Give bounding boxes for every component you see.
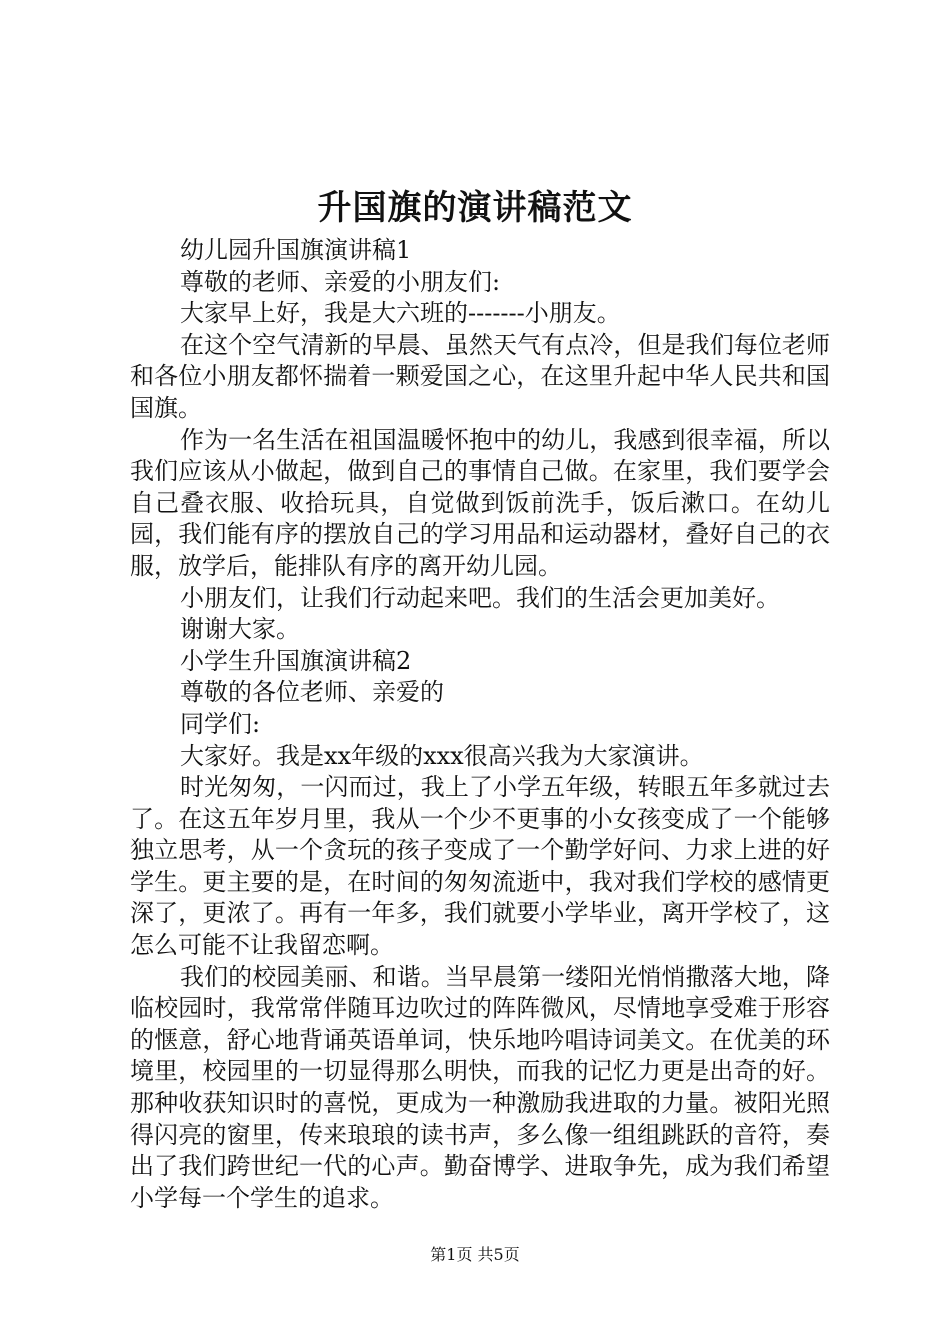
paragraph: 幼儿园升国旗演讲稿1 (180, 236, 412, 264)
paragraph: 谢谢大家。 (180, 615, 300, 644)
paragraph: 作为一名生活在祖国温暖怀抱中的幼儿，我感到很幸福，所以我们应该从小做起，做到自己的事情自己做。在家里，我们要学会自己叠衣服、收拾玩具，自觉做到饭前洗手，饭后漱口。在幼儿园，我们能有序的摆放自己的学习用品和运动器材，叠好自己的衣服，放学后，能排队有序的离开幼儿园。 (130, 425, 830, 580)
paragraph: 同学们: (180, 709, 261, 738)
paragraph: 尊敬的各位老师、亲爱的 (180, 678, 444, 707)
paragraph: 小朋友们，让我们行动起来吧。我们的生活会更加美好。 (180, 583, 780, 612)
page-title: 升国旗的演讲稿范文 (317, 188, 633, 228)
paragraph: 时光匆匆，一闪而过，我上了小学五年级，转眼五年多就过去了。在这五年岁月里，我从一个少不更事的小女孩变成了一个能够独立思考，从一个贪玩的孩子变成了一个勤学好问、力求上进的好学生。更主要的是，在时间的匆匆流逝中，我对我们学校的感情更深了，更浓了。再有一年多，我们就要小学毕业，离开学校了，这怎么可能不让我留恋啊。 (130, 773, 830, 960)
paragraph: 大家早上好，我是大六班的-------小朋友。 (180, 299, 621, 328)
paragraph: 在这个空气清新的早晨、虽然天气有点冷，但是我们每位老师和各位小朋友都怀揣着一颗爱国之心，在这里升起中华人民共和国国旗。 (130, 330, 830, 422)
paragraph: 尊敬的老师、亲爱的小朋友们: (180, 267, 501, 296)
paragraph: 小学生升国旗演讲稿2 (180, 646, 412, 675)
paragraph: 我们的校园美丽、和谐。当早晨第一缕阳光悄悄撒落大地，降临校园时，我常常伴随耳边吹过的阵阵微风，尽情地享受难于形容的惬意，舒心地背诵英语单词，快乐地吟唱诗词美文。在优美的环境里，校园里的一切显得那么明快，而我的记忆力更是出奇的好。那种收获知识时的喜悦，更成为一种激励我进取的力量。被阳光照得闪亮的窗里，传来琅琅的读书声，多么像一组组跳跃的音符，奏出了我们跨世纪一代的心声。勤奋博学、进取争先，成为我们希望小学每一个学生的追求。 (130, 962, 830, 1212)
document-body (130, 235, 830, 1214)
paragraph: 大家好。我是xx年级的xxx很高兴我为大家演讲。 (180, 741, 704, 770)
page-footer: 第1页 共5页 (430, 1245, 520, 1264)
